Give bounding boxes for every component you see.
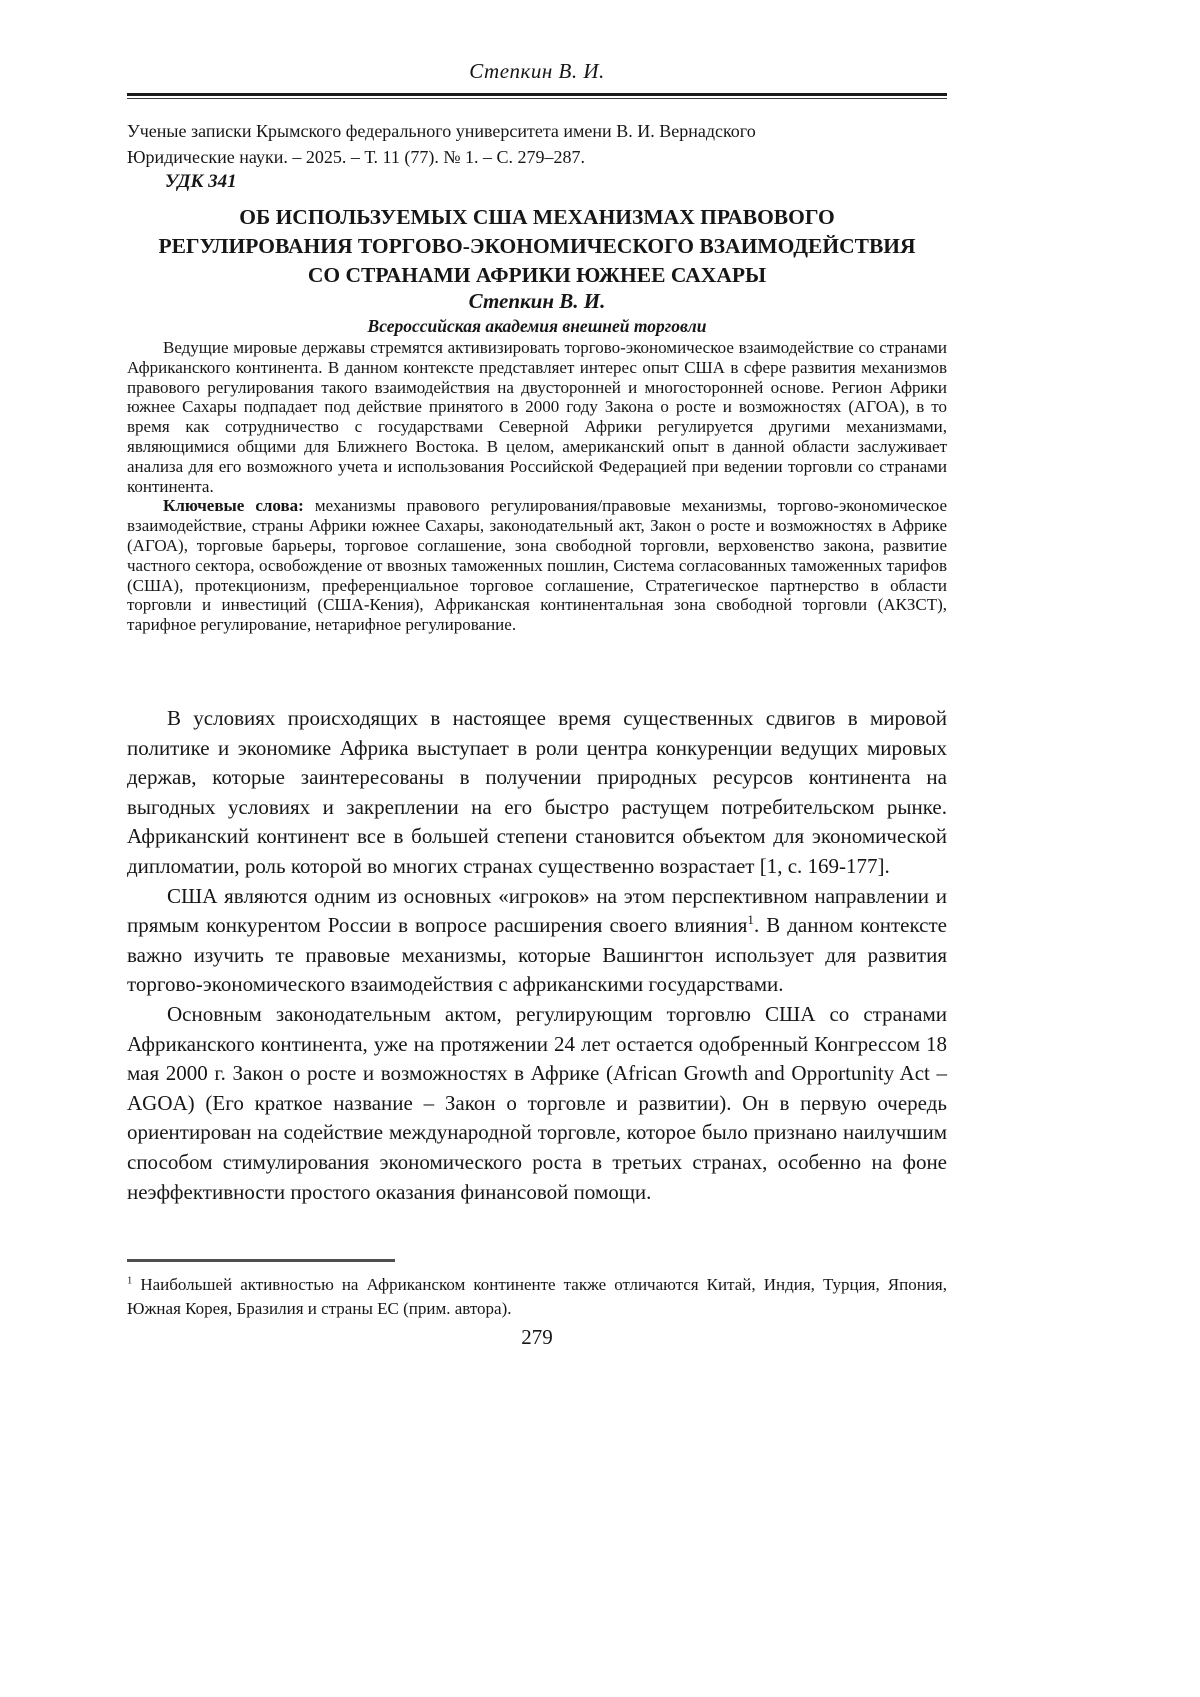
body-paragraph-2-text: США являются одним из основных «игроков» на этом перспективном направлении и прямым конкурентом России в вопросе расширения своего влияния xyxy=(127,883,947,938)
footnote xyxy=(127,1273,947,1321)
running-head: Степкин В. И. xyxy=(469,59,605,83)
title-line: СО СТРАНАМИ АФРИКИ ЮЖНЕЕ САХАРЫ xyxy=(307,263,767,287)
author-name: Степкин В. И. xyxy=(468,289,606,313)
affiliation: Всероссийская академия внешней торговли xyxy=(367,316,707,336)
abstract-paragraph: Ведущие мировые державы стремятся активизировать торгово-экономическое взаимодействие со странами Африканского континента. В данном контексте представляет интерес опыт США в сфере развития механизмов правового регулирования такого взаимодействия на двусторонней и многосторонней основе. Регион Африки южнее Сахары подпадает под действие принятого в 2000 году Закона о росте и возможностях (АГОА), в то время как сотрудничество с государствами Северной Африки регулируется другими механизмами, являющимися общими для Ближнего Востока. В целом, американский опыт в данной области заслуживает анализа для его возможного учета и использования Российской Федерацией при ведении торговли со странами континента. xyxy=(127,338,947,496)
body-paragraph-1: В условиях происходящих в настоящее время существенных сдвигов в мировой политике и экономике Африка выступает в роли центра конкуренции ведущих мировых держав, которые заинтересованы в получении природных ресурсов континента на выгодных условиях и закреплении на его быстро растущем потребительском рынке. Африканский континент все в большей степени становится объектом для экономической дипломатии, роль которой во многих странах существенно возрастает [1, с. 169-177]. xyxy=(127,706,947,878)
keywords-text: механизмы правового регулирования/правовые механизмы, торгово-экономическое взаимодействие, страны Африки южнее Сахары, законодательный акт, Закон о росте и возможностях в Африке (АГОА), торговые барьеры, торговое соглашение, зона свободной торговли, верховенство закона, развитие частного сектора, освобождение от ввозных таможенных пошлин, Система согласованных таможенных тарифов (США), протекционизм, преференциальное торговое соглашение, Стратегическое партнерство в области торговли и инвестиций (США-Кения), Африканская континентальная зона свободной торговли (АКЗСТ), тарифное регулирование, нетарифное регулирование. xyxy=(127,496,948,635)
keywords-paragraph xyxy=(127,496,947,635)
body-paragraph-2-text-continued: . В данном контексте важно изучить те правовые механизмы, которые Вашингтон использует для развития торгово-экономического взаимодействия с африканскими государствами. xyxy=(127,913,947,997)
footnote-separator xyxy=(127,1259,395,1262)
footnote-reference-marker: 1 xyxy=(747,912,754,928)
article-title xyxy=(127,203,947,290)
body-paragraph-2 xyxy=(127,882,947,1000)
citation-line-2: Юридические науки. – 2025. – Т. 11 (77). № 1. – С. 279–287. xyxy=(127,147,586,167)
citation-line-1: Ученые записки Крымского федерального университета имени В. И. Вернадского xyxy=(127,121,756,141)
header-rule xyxy=(127,93,947,99)
abstract-section xyxy=(127,338,947,635)
udc-label: УДК 341 xyxy=(165,171,237,192)
footnote-marker: 1 xyxy=(127,1275,133,1287)
footnote-text: Наибольшей активностью на Африканском континенте также отличаются Китай, Индия, Турция, Япония, Южная Корея, Бразилия и страны ЕС (прим. автора). xyxy=(127,1275,947,1318)
citation xyxy=(127,118,947,170)
article-body xyxy=(127,704,947,1207)
keywords-label: Ключевые слова: xyxy=(163,496,304,516)
body-paragraph-3: Основным законодательным актом, регулирующим торговлю США со странами Африканского континента, уже на протяжении 24 лет остается одобренный Конгрессом 18 мая 2000 г. Закон о росте и возможностях в Африке (African Growth and Opportunity Act – AGOA) (Его краткое название – Закон о торговле и развитии). Он в первую очередь ориентирован на содействие международной торговле, которое было признано наилучшим способом стимулирования экономического роста в третьих странах, особенно на фоне неэффективности простого оказания финансовой помощи. xyxy=(127,1001,947,1204)
page-number: 279 xyxy=(521,1325,553,1349)
title-line: ОБ ИСПОЛЬЗУЕМЫХ США МЕХАНИЗМАХ ПРАВОВОГО xyxy=(239,205,835,229)
title-line: РЕГУЛИРОВАНИЯ ТОРГОВО-ЭКОНОМИЧЕСКОГО ВЗАИМОДЕЙСТВИЯ xyxy=(158,234,916,258)
